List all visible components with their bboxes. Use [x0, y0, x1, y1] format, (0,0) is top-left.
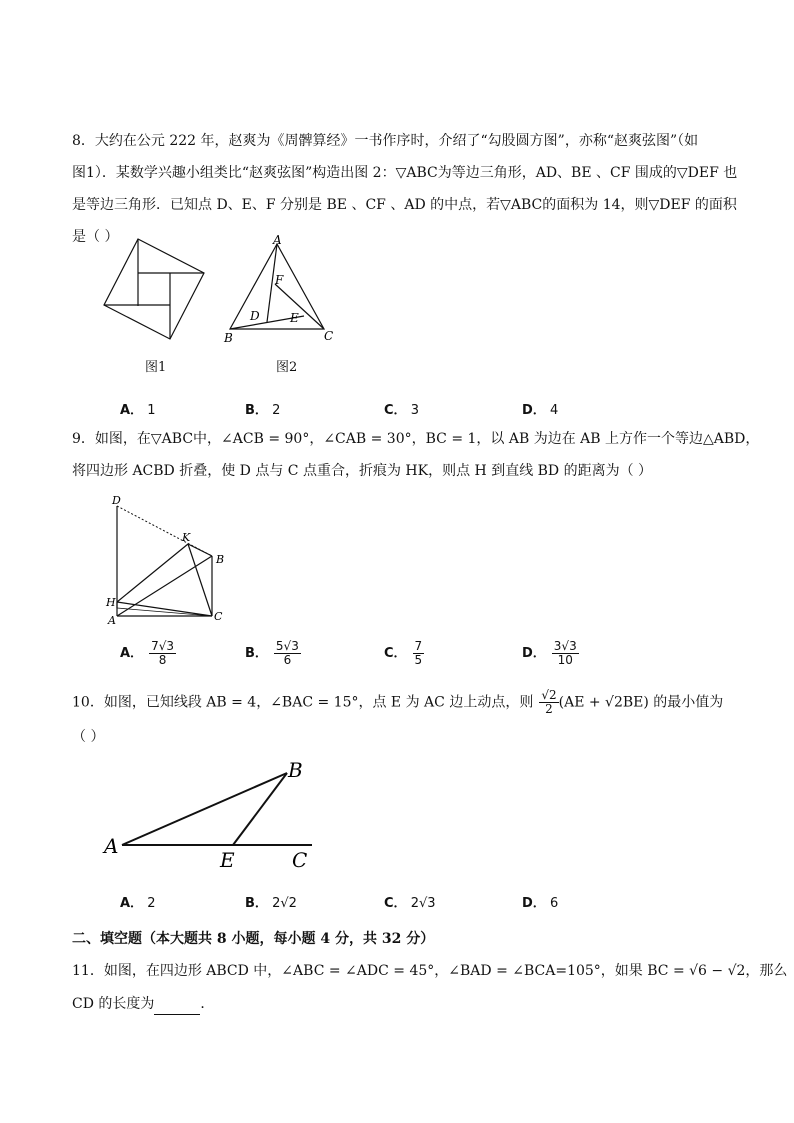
q8-line-1: 8．大约在公元 222 年，赵爽为《周髀算经》一书作序时，介绍了“勾股圆方图”，亦称“赵爽弦图”（如: [72, 133, 699, 149]
q8-line-2: 图1）．某数学兴趣小组类比“赵爽弦图”构造出图 2：▽ABC为等边三角形，AD、BE 、CF 围成的▽DEF 也: [72, 165, 738, 181]
q9-figure: [100, 492, 240, 627]
q10-option-a[interactable]: A． 2: [120, 896, 156, 911]
q10-option-b[interactable]: B． 2√2: [245, 896, 297, 911]
q10-line-1: 10．如图，已知线段 AB = 4，∠BAC = 15°，点 E 为 AC 边上动点，则 $\frac{√2}{2}$ (AE + √2BE) 的最小值为: [72, 688, 724, 716]
q8-option-a[interactable]: A． 1: [120, 403, 156, 418]
q10-figure: [100, 755, 330, 875]
q9-option-b[interactable]: B． $\frac{5√3}{6}$: [245, 639, 299, 667]
q9-option-d[interactable]: D． $\frac{3√3}{10}$: [522, 639, 577, 667]
q8-option-b[interactable]: B． 2: [245, 403, 281, 418]
q8-label-A: A: [273, 233, 282, 247]
q8-option-c[interactable]: C． 3: [384, 403, 419, 418]
q9-line-1: 9．如图，在▽ABC中，∠ACB = 90°，∠CAB = 30°，BC = 1，以 AB 为边在 AB 上方作一个等边△ABD，: [72, 431, 760, 447]
q10-label-A: A: [104, 834, 119, 858]
q9-label-D: D: [112, 494, 121, 507]
q10-option-d[interactable]: D． 6: [522, 896, 559, 911]
q9-label-K: K: [182, 531, 191, 544]
q11-line-2: CD 的长度为 ．: [72, 993, 214, 1015]
q8-label-E: E: [290, 311, 299, 325]
q10-line-2: （ ）: [72, 729, 105, 745]
q8-option-d[interactable]: D． 4: [522, 403, 559, 418]
q8-label-B: B: [224, 331, 233, 345]
q9-label-H: H: [106, 596, 116, 609]
q9-option-c[interactable]: C． $\frac{7}{5}$: [384, 639, 423, 667]
q8-figure-2: [220, 232, 340, 347]
q8-figure-2-caption: 图2: [276, 360, 298, 375]
q10-label-C: C: [292, 848, 308, 872]
q8-figure-1-caption: 图1: [145, 360, 167, 375]
q8-line-4: 是（ ）: [72, 229, 119, 245]
q9-label-B: B: [216, 553, 225, 566]
q9-label-A: A: [108, 614, 116, 627]
q11-answer-blank[interactable]: [154, 1000, 200, 1015]
section-2-heading: 二、填空题（本大题共 8 小题，每小题 4 分，共 32 分）: [72, 931, 435, 947]
q8-label-F: F: [275, 273, 284, 287]
q8-label-D: D: [250, 309, 260, 323]
q8-figure-1: [98, 236, 208, 348]
q9-line-2: 将四边形 ACBD 折叠，使 D 点与 C 点重合，折痕为 HK，则点 H 到直线 BD 的距离为（ ）: [72, 463, 653, 479]
q9-label-C: C: [214, 610, 223, 623]
q9-option-a[interactable]: A． $\frac{7√3}{8}$: [120, 639, 174, 667]
q8-line-3: 是等边三角形．已知点 D、E、F 分别是 BE 、CF 、AD 的中点，若▽ABC的面积为 14，则▽DEF 的面积: [72, 197, 737, 213]
q10-label-E: E: [220, 848, 235, 872]
q10-option-c[interactable]: C． 2√3: [384, 896, 436, 911]
q10-label-B: B: [288, 758, 303, 782]
q8-label-C: C: [324, 329, 334, 343]
q11-line-1: 11．如图，在四边形 ABCD 中，∠ABC = ∠ADC = 45°，∠BAD = ∠BCA=105°，如果 BC = √6 − √2，那么: [72, 963, 788, 979]
